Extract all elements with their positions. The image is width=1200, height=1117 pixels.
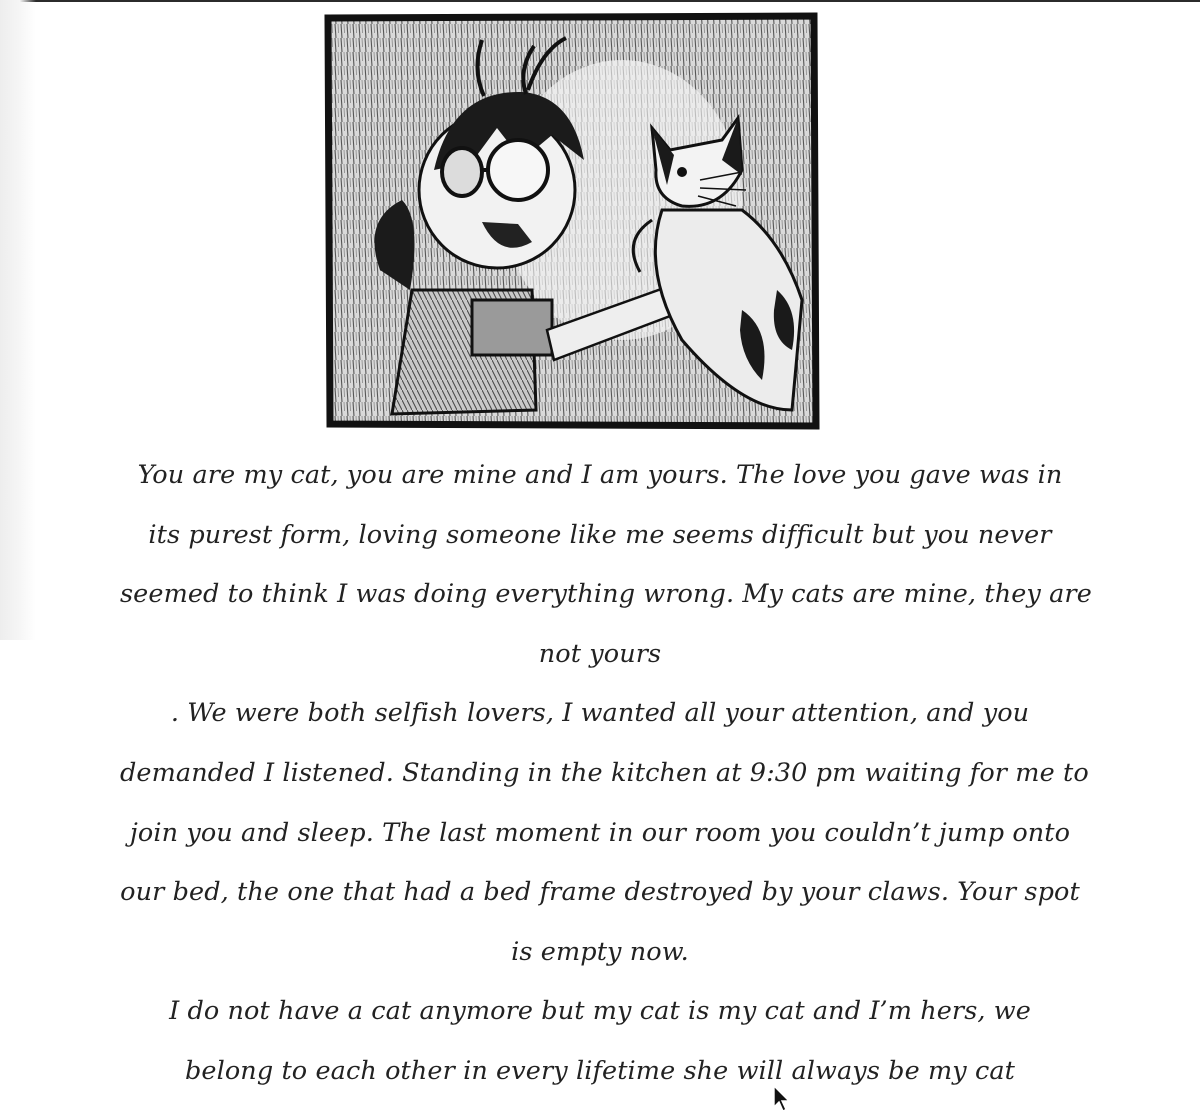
poem-line: . We were both selfish lovers, I wanted all your attention, and you (170, 698, 1030, 729)
poem-text (120, 446, 1092, 1102)
poem-line: its purest form, loving someone like me seems difficult but you never (148, 519, 1052, 550)
poem-line: You are my cat, you are mine and I am yours. The love you gave was in (137, 460, 1063, 490)
poem-line: demanded I listened. Standing in the kitchen at 9:30 pm waiting for me to (120, 757, 1089, 788)
poem-line: I do not have a cat anymore but my cat is my cat and I’m hers, we (169, 996, 1031, 1027)
poem-line: belong to each other in every lifetime she will always be my cat (184, 1055, 1016, 1086)
poem-line: join you and sleep. The last moment in our room you couldn’t jump onto (129, 817, 1071, 848)
top-border (0, 0, 1200, 2)
poem-line: our bed, the one that had a bed frame destroyed by your claws. Your spot (120, 877, 1080, 908)
sketch-illustration (322, 10, 820, 434)
poem-line: is empty now. (511, 936, 689, 967)
poem-line: seemed to think I was doing everything wrong. My cats are mine, they are (120, 579, 1092, 610)
poem-line: not yours (538, 638, 662, 669)
mouse-pointer-icon (772, 1085, 792, 1113)
page-edge-shadow (0, 0, 36, 640)
